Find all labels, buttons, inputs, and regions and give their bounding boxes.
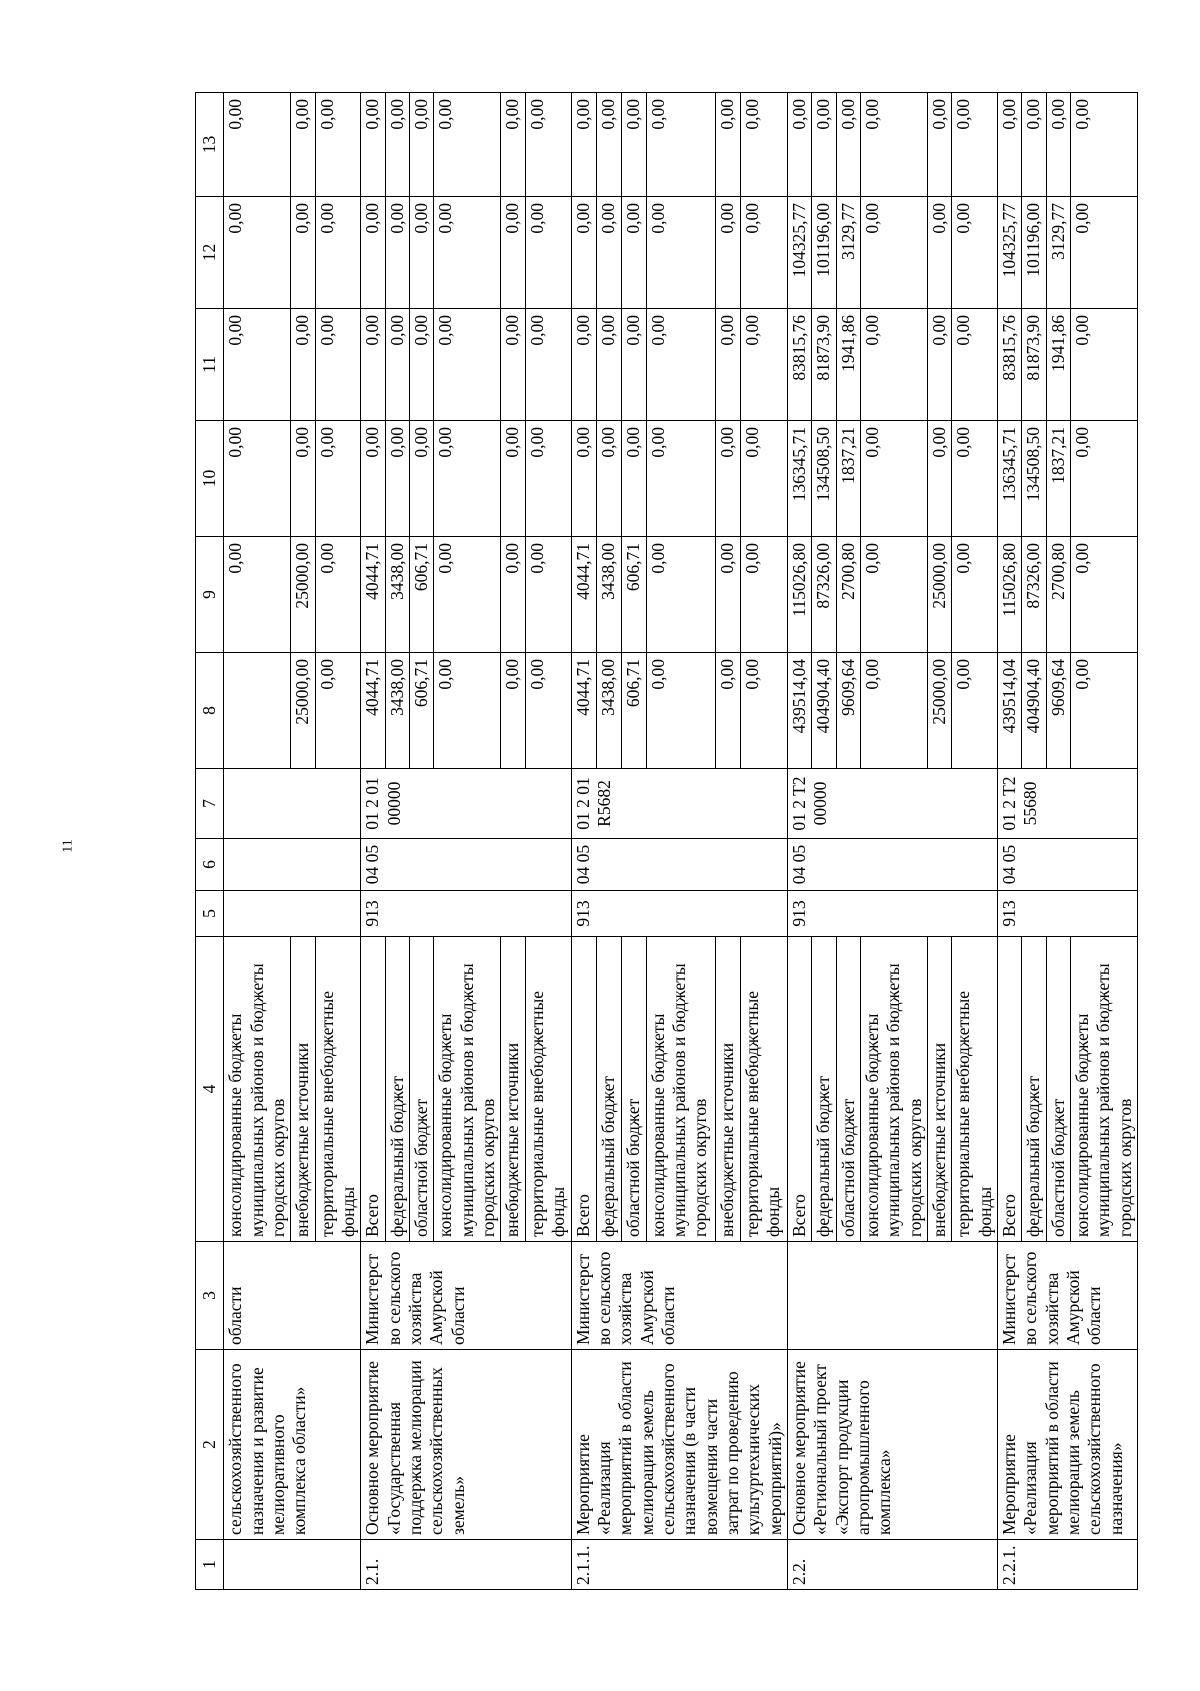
grbs-code	[224, 891, 361, 937]
amount-col-8: 0,00	[646, 653, 715, 769]
funding-source: консолидированные бюджеты муниципальных районов и бюджеты городских округов	[224, 937, 291, 1242]
amount-col-8: 606,71	[621, 653, 646, 769]
amount-col-12: 0,00	[860, 197, 927, 309]
amount-col-13: 0,00	[501, 93, 525, 197]
funding-source: территориальные внебюджетные фонды	[525, 937, 571, 1242]
amount-col-13: 0,00	[621, 93, 646, 197]
column-header-4: 4	[196, 937, 224, 1242]
amount-col-8: 0,00	[315, 653, 361, 769]
amount-col-8: 404904,40	[1022, 653, 1046, 769]
amount-col-13: 0,00	[571, 93, 596, 197]
table-row	[787, 93, 811, 1590]
amount-col-12: 0,00	[596, 197, 621, 309]
rzpr-code: 04 05	[787, 839, 997, 891]
amount-col-13: 0,00	[928, 93, 952, 197]
amount-col-13: 0,00	[224, 93, 291, 197]
funding-source: внебюджетные источники	[291, 937, 315, 1242]
column-header-13: 13	[196, 93, 224, 197]
amount-col-9: 2700,80	[836, 537, 860, 653]
amount-col-13: 0,00	[998, 93, 1022, 197]
amount-col-8: 9609,64	[1046, 653, 1070, 769]
amount-col-10: 0,00	[928, 421, 952, 537]
amount-col-9: 115026,80	[787, 537, 811, 653]
amount-col-13: 0,00	[1071, 93, 1138, 197]
amount-col-9: 0,00	[952, 537, 998, 653]
amount-col-12: 0,00	[621, 197, 646, 309]
amount-col-9: 0,00	[715, 537, 740, 653]
column-header-1: 1	[196, 1540, 224, 1590]
amount-col-12: 0,00	[501, 197, 525, 309]
amount-col-10: 0,00	[291, 421, 315, 537]
item-code	[224, 1540, 361, 1590]
amount-col-11: 81873,90	[1022, 309, 1046, 421]
item-name: Мероприятие «Реализация мероприятий в области мелиорации земель сельскохозяйственного назначения»	[998, 1350, 1138, 1540]
column-header-9: 9	[196, 537, 224, 653]
funding-source: областной бюджет	[1046, 937, 1070, 1242]
column-header-6: 6	[196, 839, 224, 891]
funding-source: консолидированные бюджеты муниципальных районов и бюджеты городских округов	[434, 937, 501, 1242]
amount-col-9: 0,00	[501, 537, 525, 653]
amount-col-11: 0,00	[291, 309, 315, 421]
amount-col-11: 0,00	[715, 309, 740, 421]
item-name: Мероприятие «Реализация мероприятий в области мелиорации земель сельскохозяйственного назначения (в части возмещения части затрат по проведению культуртехнических мероприятий)»	[571, 1350, 787, 1540]
amount-col-13: 0,00	[525, 93, 571, 197]
amount-col-9: 87326,00	[812, 537, 836, 653]
column-header-7: 7	[196, 769, 224, 839]
column-header-8: 8	[196, 653, 224, 769]
amount-col-8: 0,00	[860, 653, 927, 769]
funding-source: территориальные внебюджетные фонды	[952, 937, 998, 1242]
amount-col-10: 0,00	[385, 421, 409, 537]
amount-col-8: 25000,00	[928, 653, 952, 769]
amount-col-8	[224, 653, 291, 769]
rotated-page-content	[195, 93, 1135, 1590]
amount-col-9: 0,00	[860, 537, 927, 653]
funding-source: областной бюджет	[410, 937, 434, 1242]
table-row	[571, 93, 596, 1590]
amount-col-8: 0,00	[952, 653, 998, 769]
amount-col-10: 0,00	[410, 421, 434, 537]
funding-source: федеральный бюджет	[385, 937, 409, 1242]
amount-col-10: 0,00	[621, 421, 646, 537]
table-body	[224, 93, 1138, 1590]
responsible-executor	[787, 1242, 997, 1350]
csr-code: 01 2 T2 55680	[998, 769, 1138, 839]
amount-col-8: 25000,00	[291, 653, 315, 769]
amount-col-10: 0,00	[361, 421, 385, 537]
amount-col-9: 115026,80	[998, 537, 1022, 653]
amount-col-13: 0,00	[315, 93, 361, 197]
item-code: 2.1.	[361, 1540, 571, 1590]
amount-col-12: 0,00	[315, 197, 361, 309]
amount-col-13: 0,00	[1022, 93, 1046, 197]
amount-col-12: 3129,77	[1046, 197, 1070, 309]
amount-col-12: 104325,77	[787, 197, 811, 309]
amount-col-9: 0,00	[315, 537, 361, 653]
responsible-executor: Министерство сельского хозяйства Амурской области	[571, 1242, 787, 1350]
amount-col-10: 136345,71	[787, 421, 811, 537]
funding-source: консолидированные бюджеты муниципальных районов и бюджеты городских округов	[860, 937, 927, 1242]
amount-col-10: 0,00	[315, 421, 361, 537]
funding-source: Всего	[571, 937, 596, 1242]
funding-source: консолидированные бюджеты муниципальных районов и бюджеты городских округов	[646, 937, 715, 1242]
amount-col-12: 0,00	[361, 197, 385, 309]
amount-col-12: 104325,77	[998, 197, 1022, 309]
column-header-2: 2	[196, 1350, 224, 1540]
amount-col-12: 0,00	[224, 197, 291, 309]
amount-col-11: 0,00	[571, 309, 596, 421]
csr-code	[224, 769, 361, 839]
amount-col-9: 4044,71	[361, 537, 385, 653]
table-row	[224, 93, 291, 1590]
amount-col-8: 0,00	[434, 653, 501, 769]
column-header-11: 11	[196, 309, 224, 421]
amount-col-10: 0,00	[571, 421, 596, 537]
amount-col-11: 0,00	[1071, 309, 1138, 421]
amount-col-10: 0,00	[1071, 421, 1138, 537]
funding-source: внебюджетные источники	[501, 937, 525, 1242]
rzpr-code	[224, 839, 361, 891]
funding-source: областной бюджет	[621, 937, 646, 1242]
amount-col-10: 0,00	[224, 421, 291, 537]
amount-col-11: 0,00	[434, 309, 501, 421]
amount-col-12: 0,00	[646, 197, 715, 309]
amount-col-12: 0,00	[1071, 197, 1138, 309]
amount-col-12: 3129,77	[836, 197, 860, 309]
amount-col-13: 0,00	[434, 93, 501, 197]
amount-col-10: 0,00	[740, 421, 787, 537]
amount-col-11: 0,00	[596, 309, 621, 421]
amount-col-12: 101196,00	[812, 197, 836, 309]
csr-code: 01 2 T2 00000	[787, 769, 997, 839]
amount-col-12: 0,00	[385, 197, 409, 309]
amount-col-13: 0,00	[596, 93, 621, 197]
amount-col-9: 87326,00	[1022, 537, 1046, 653]
funding-source: областной бюджет	[836, 937, 860, 1242]
amount-col-9: 2700,80	[1046, 537, 1070, 653]
amount-col-8: 4044,71	[571, 653, 596, 769]
amount-col-11: 0,00	[315, 309, 361, 421]
amount-col-8: 606,71	[410, 653, 434, 769]
amount-col-13: 0,00	[385, 93, 409, 197]
item-code: 2.2.1.	[998, 1540, 1138, 1590]
amount-col-10: 0,00	[646, 421, 715, 537]
rzpr-code: 04 05	[998, 839, 1138, 891]
amount-col-11: 0,00	[501, 309, 525, 421]
amount-col-11: 1941,86	[836, 309, 860, 421]
amount-col-11: 1941,86	[1046, 309, 1070, 421]
responsible-executor: Министерство сельского хозяйства Амурской области	[998, 1242, 1138, 1350]
amount-col-13: 0,00	[740, 93, 787, 197]
amount-col-12: 0,00	[434, 197, 501, 309]
amount-col-8: 9609,64	[836, 653, 860, 769]
amount-col-8: 0,00	[525, 653, 571, 769]
amount-col-13: 0,00	[860, 93, 927, 197]
amount-col-11: 0,00	[525, 309, 571, 421]
header-row	[196, 93, 224, 1590]
amount-col-13: 0,00	[361, 93, 385, 197]
amount-col-10: 0,00	[434, 421, 501, 537]
amount-col-8: 0,00	[740, 653, 787, 769]
amount-col-10: 136345,71	[998, 421, 1022, 537]
grbs-code: 913	[787, 891, 997, 937]
amount-col-11: 0,00	[224, 309, 291, 421]
funding-source: территориальные внебюджетные фонды	[740, 937, 787, 1242]
amount-col-9: 0,00	[434, 537, 501, 653]
amount-col-12: 0,00	[715, 197, 740, 309]
amount-col-13: 0,00	[646, 93, 715, 197]
column-header-10: 10	[196, 421, 224, 537]
csr-code: 01 2 01 R5682	[571, 769, 787, 839]
amount-col-8: 439514,04	[998, 653, 1022, 769]
rzpr-code: 04 05	[361, 839, 571, 891]
amount-col-10: 134508,50	[812, 421, 836, 537]
amount-col-8: 0,00	[715, 653, 740, 769]
column-header-3: 3	[196, 1242, 224, 1350]
amount-col-11: 83815,76	[787, 309, 811, 421]
funding-source: федеральный бюджет	[1022, 937, 1046, 1242]
funding-source: федеральный бюджет	[812, 937, 836, 1242]
amount-col-12: 0,00	[952, 197, 998, 309]
amount-col-9: 0,00	[1071, 537, 1138, 653]
item-name: Основное мероприятие «Региональный проект «Экспорт продукции агропромышленного комплекса»	[787, 1350, 997, 1540]
amount-col-13: 0,00	[291, 93, 315, 197]
amount-col-11: 0,00	[740, 309, 787, 421]
amount-col-12: 0,00	[291, 197, 315, 309]
amount-col-10: 0,00	[596, 421, 621, 537]
amount-col-9: 606,71	[621, 537, 646, 653]
amount-col-13: 0,00	[812, 93, 836, 197]
funding-source: внебюджетные источники	[928, 937, 952, 1242]
amount-col-9: 0,00	[740, 537, 787, 653]
grbs-code: 913	[998, 891, 1138, 937]
amount-col-13: 0,00	[410, 93, 434, 197]
responsible-executor: Министерство сельского хозяйства Амурской области	[361, 1242, 571, 1350]
funding-source: Всего	[787, 937, 811, 1242]
amount-col-9: 3438,00	[385, 537, 409, 653]
amount-col-11: 0,00	[860, 309, 927, 421]
table-row	[361, 93, 385, 1590]
amount-col-9: 0,00	[646, 537, 715, 653]
amount-col-8: 404904,40	[812, 653, 836, 769]
amount-col-12: 0,00	[410, 197, 434, 309]
amount-col-11: 81873,90	[812, 309, 836, 421]
responsible-executor: области	[224, 1242, 361, 1350]
amount-col-11: 0,00	[621, 309, 646, 421]
amount-col-13: 0,00	[1046, 93, 1070, 197]
csr-code: 01 2 01 00000	[361, 769, 571, 839]
amount-col-8: 3438,00	[385, 653, 409, 769]
amount-col-10: 0,00	[715, 421, 740, 537]
grbs-code: 913	[571, 891, 787, 937]
funding-source: консолидированные бюджеты муниципальных районов и бюджеты городских округов	[1071, 937, 1138, 1242]
amount-col-12: 101196,00	[1022, 197, 1046, 309]
amount-col-13: 0,00	[952, 93, 998, 197]
amount-col-10: 0,00	[860, 421, 927, 537]
amount-col-9: 3438,00	[596, 537, 621, 653]
column-header-5: 5	[196, 891, 224, 937]
funding-source: федеральный бюджет	[596, 937, 621, 1242]
amount-col-9: 0,00	[525, 537, 571, 653]
amount-col-11: 0,00	[361, 309, 385, 421]
amount-col-10: 1837,21	[1046, 421, 1070, 537]
amount-col-11: 0,00	[928, 309, 952, 421]
item-code: 2.1.1.	[571, 1540, 787, 1590]
item-name: сельскохозяйственного назначения и развитие мелиоративного комплекса области»	[224, 1350, 361, 1540]
amount-col-9: 4044,71	[571, 537, 596, 653]
amount-col-10: 0,00	[952, 421, 998, 537]
amount-col-12: 0,00	[928, 197, 952, 309]
amount-col-12: 0,00	[525, 197, 571, 309]
page-number: 11	[60, 839, 76, 853]
budget-table	[195, 92, 1138, 1590]
funding-source: внебюджетные источники	[715, 937, 740, 1242]
amount-col-12: 0,00	[571, 197, 596, 309]
table-row	[998, 93, 1022, 1590]
amount-col-9: 606,71	[410, 537, 434, 653]
amount-col-8: 3438,00	[596, 653, 621, 769]
amount-col-13: 0,00	[715, 93, 740, 197]
amount-col-10: 134508,50	[1022, 421, 1046, 537]
amount-col-8: 4044,71	[361, 653, 385, 769]
amount-col-13: 0,00	[787, 93, 811, 197]
amount-col-8: 0,00	[1071, 653, 1138, 769]
amount-col-9: 25000,00	[291, 537, 315, 653]
amount-col-9: 0,00	[224, 537, 291, 653]
column-header-12: 12	[196, 197, 224, 309]
rzpr-code: 04 05	[571, 839, 787, 891]
amount-col-11: 0,00	[646, 309, 715, 421]
amount-col-11: 0,00	[385, 309, 409, 421]
funding-source: Всего	[361, 937, 385, 1242]
amount-col-9: 25000,00	[928, 537, 952, 653]
amount-col-11: 83815,76	[998, 309, 1022, 421]
amount-col-10: 0,00	[525, 421, 571, 537]
amount-col-12: 0,00	[740, 197, 787, 309]
amount-col-10: 1837,21	[836, 421, 860, 537]
funding-source: Всего	[998, 937, 1022, 1242]
amount-col-8: 0,00	[501, 653, 525, 769]
item-code: 2.2.	[787, 1540, 997, 1590]
amount-col-10: 0,00	[501, 421, 525, 537]
amount-col-11: 0,00	[952, 309, 998, 421]
grbs-code: 913	[361, 891, 571, 937]
funding-source: территориальные внебюджетные фонды	[315, 937, 361, 1242]
item-name: Основное мероприятие «Государственная поддержка мелиорации сельскохозяйственных земель»	[361, 1350, 571, 1540]
amount-col-11: 0,00	[410, 309, 434, 421]
amount-col-8: 439514,04	[787, 653, 811, 769]
amount-col-13: 0,00	[836, 93, 860, 197]
